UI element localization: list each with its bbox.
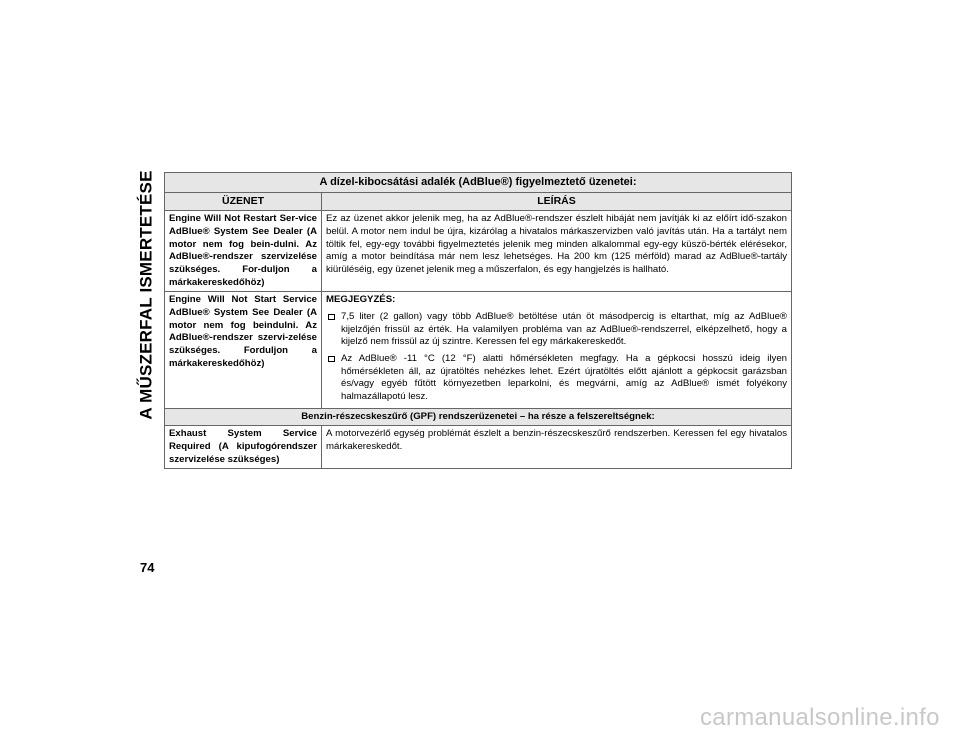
page-number: 74 bbox=[140, 560, 155, 575]
message-cell: Engine Will Not Restart Ser-vice AdBlue® System See Dealer (A motor nem fog bein-dulni. Az AdBlue®-rendszer szervizelése szükséges. For-duljon a márkakereskedőhöz) bbox=[165, 211, 322, 292]
note-label: MEGJEGYZÉS: bbox=[326, 294, 396, 306]
watermark: carmanualsonline.info bbox=[700, 704, 940, 731]
description-cell: A motorvezérlő egység problémát észlelt a benzin-részecskeszűrő rendszerben. Keressen fel egy hivatalos márkakereskedőt. bbox=[322, 426, 792, 469]
description-cell: Ez az üzenet akkor jelenik meg, ha az AdBlue®-rendszer észlelt hibáját nem javítják ki az előírt idő-szakon belül. A motor nem indul be újra, kizárólag a hivatalos márkaszervizben való javítás után. Ha a tartályt nem töltik fel, egy-egy további figyelmeztetés jelenik meg minden alkalommal egy-egy küszö-bérték elérésekor, amíg a motor beindítása már nem lesz lehetséges. Ha 200 km (125 mérföld) marad az AdBlue®-tartály kiürüléséig, egy üzenet jelenik meg a műszerfalon, és egy hangjelzés is hallható. bbox=[322, 211, 792, 292]
gpf-section-heading: Benzin-részecskeszűrő (GPF) rendszerüzenetei – ha része a felszereltségnek: bbox=[165, 408, 792, 426]
table-row bbox=[165, 426, 792, 469]
section-heading-row bbox=[165, 408, 792, 426]
table-header-row bbox=[165, 192, 792, 211]
checkbox-bullet-icon bbox=[328, 356, 335, 362]
table-title: A dízel-kibocsátási adalék (AdBlue®) figyelmeztető üzenetei: bbox=[165, 173, 792, 193]
column-header-message: ÜZENET bbox=[165, 192, 322, 211]
message-cell: Exhaust System Service Required (A kipufogórendszer szervizelése szükséges) bbox=[165, 426, 322, 469]
table-row bbox=[165, 292, 792, 408]
side-section-title bbox=[132, 160, 162, 430]
table-row bbox=[165, 211, 792, 292]
checkbox-bullet-icon bbox=[328, 314, 335, 320]
note-bullet-text: Az AdBlue® -11 °C (12 °F) alatti hőmérsékleten megfagy. Ha a gépkocsi hosszú ideig ilyen hőmérsékleten áll, az újratöltés nehézkes lehet. Ezért újratöltés előtt ajánlott a gépkocsit garázsban és/vagy egyéb fűtött környezetben leparkolni, és megvárni, amíg az AdBlue® ismét folyékony halmazállapotú lesz. bbox=[341, 352, 787, 402]
adblue-message-table bbox=[164, 172, 792, 469]
note-bullet-text: 7,5 liter (2 gallon) vagy több AdBlue® betöltése után öt másodpercig is eltarthat, míg az AdBlue® kijelzőjén frissül az érték. Ha valamilyen probléma van az AdBlue®-rendszerrel, elképzelhető, hogy a kijelző nem frissül az új szintre. Keressen fel egy márkakereskedőt. bbox=[341, 310, 787, 348]
note-bullet bbox=[326, 353, 787, 404]
description-cell bbox=[322, 292, 792, 408]
message-cell: Engine Will Not Start Service AdBlue® System See Dealer (A motor nem fog beindulni. Az AdBlue®-rendszer szervi-zelése szükséges. Forduljon a márkakereskedőhöz) bbox=[165, 292, 322, 408]
note-bullet bbox=[326, 311, 787, 349]
side-section-title-text: A MŰSZERFAL ISMERTETÉSE bbox=[137, 170, 157, 420]
column-header-description: LEÍRÁS bbox=[322, 192, 792, 211]
table-title-row bbox=[165, 173, 792, 193]
